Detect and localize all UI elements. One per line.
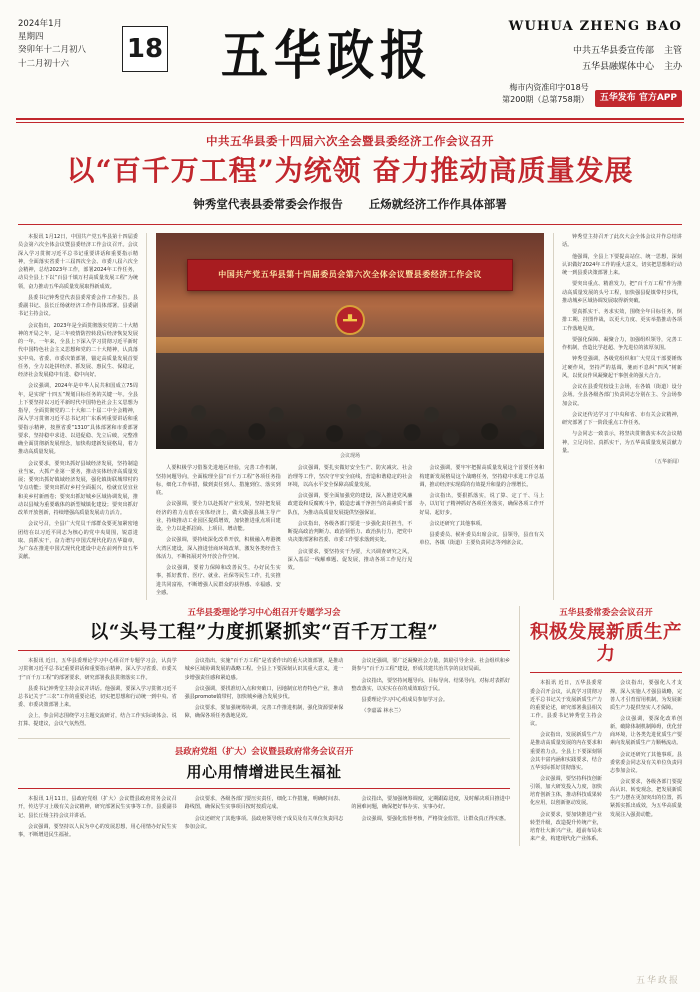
sub-col-2 [185,795,344,842]
lower-left-kicker: 五华县委理论学习中心组召开专题学习会 [187,608,341,619]
paragraph: 他强调，全县上下要提高站位、统一思想，深刻认识做好2024年工作的重大意义，切实把思想和行动统一到县委决策部署上来。 [562,253,682,277]
paragraph: 会议强调，要持续深化改革开放，积极融入粤港澳大湾区建设，深入推进营商环境改革，激发各类经营主体活力，不断拓展对外开放合作空间。 [156,537,281,560]
lower-left-divider [18,650,510,651]
center-subcolumn-3 [419,464,544,600]
paragraph: 要突出重点、精准发力，把“百千万工程”作为推动高质量发展的头号工程，加快强县促镇带村步伐，推动城乡区域协调发展取得新突破。 [562,281,682,304]
paragraph: 会议要求，各级各部门要压实责任，细化工作措施，明确时间表、路线图，确保民生实事项目按时按质完成。 [184,796,344,811]
sub-kicker: 县政府党组（扩大）会议暨县政府常务会议召开 [174,747,354,758]
lower-right-divider [530,672,682,673]
paragraph: 本报讯 近日，五华县委理论学习中心组召开专题学习会，认真学习贯彻习近平总书记重要讲话和重要指示精神，深入学习省委、市委关于“百千万工程”的部署要求，研究部署我县贯彻落实工作。 [18,658,177,681]
paragraph: 会议强调，要着力保障和改善民生，办好民生实事，抓好教育、医疗、就业、社保等民生工作，扎实推进共同富裕，不断增强人民群众的获得感、幸福感、安全感。 [156,565,281,596]
lower-right-col-1 [530,679,602,846]
lead-headline: 以“百千万工程”为统领 奋力推动高质量发展 [66,154,634,187]
article-byline: （五华新闻） [651,459,682,466]
issue-number: 第200期（总第758期） [502,95,589,105]
paragraph: 会议指出，要加强统筹调度，定期跟踪进度，及时解决项目推进中的困难问题，确保把好事办实、实事办好。 [351,796,511,811]
lower-left-col-3 [351,657,510,731]
paragraph: 会议强调，要深化改革创新，破除体制机制障碍，优化营商环境，让各类先进优质生产要素向发展新质生产力顺畅流动。 [610,715,682,747]
paragraph: 本报讯 1月12日，中国共产党五华县第十四届委员会第六次全体会议暨县委经济工作会议召开。会议深入学习贯彻习近平总书记重要讲话和重要指示精神，全面落实省委十三届四次全会、市委八届六次全会精神，总结2023年工作，部署2024年工作任务，动员全县上下以“百县千镇万村高质量发展工程”为统领，奋力推动五华高质量发展取得新成效。 [18,234,138,290]
lower-left-col-1 [18,657,177,731]
paragraph: 会议号召，全县广大党员干部群众要更加紧密地团结在以习近平同志为核心的党中央周围，锐意进取、真抓实干，奋力谱写中国式现代化的五华篇章，为广东在推进中国式现代化建设中走在前列作出五华贡献。 [18,521,138,561]
paragraph: 钟秀堂主持召开了此次大会全体会议并作总结讲话。 [562,234,682,249]
paragraph: 会议在县委党校设主会场，在各镇（街道）设分会场。全县各级各部门负责同志分别在主、分会场参加会议。 [562,384,682,407]
lower-left-article [18,606,520,846]
date-line-4: 十二月初十六 [18,58,70,69]
paragraph: 钟秀堂强调，各级党组织和广大党员干部要锤炼过硬作风，坚持严的基调，驰而不息纠“四风”树新风，以优良作风凝聚起干事创业的强大合力。 [562,356,682,379]
date-line-1: 2024年1月 [18,19,63,29]
sub-columns [18,795,510,842]
paragraph: 要强化保障、凝聚合力，加强组织领导，完善工作机制，营造比学赶超、争先进位的浓厚氛围。 [562,336,682,352]
org-name: 中共五华县委宣传部 [572,46,654,57]
paragraph: 会议还强调，要广泛凝聚社会力量，鼓励引导企业、社会组织和乡贤参与“百千万工程”建设，形成共建共治共享的良好局面。 [351,658,511,673]
org-row [573,44,682,59]
masthead-center [168,14,486,85]
paragraph: 会议还研究了其他事项。县政府领导班子成员及有关单位负责同志参加会议。 [184,815,344,830]
license-number: 梅市内资准印字018号 [509,82,589,92]
paragraph: 会议指出，2023年是全面贯彻落实党的二十大精神的开局之年，是三年疫情防控转段后经济恢复发展的一年。一年来，全县上下深入学习贯彻习近平新时代中国特色社会主义思想和党的二十大精神，认真落实中央、省委、市委决策部署，锚定高质量发展首要任务，全力以赴拼经济、抓发展、惠民生、保稳定，经济社会发展稳中有进、稳中向好。 [18,322,138,379]
paragraph: 本报讯 1月11日，县政府党组（扩大）会议暨县政府常务会议召开，传达学习上级有关会议精神，研究部署民生实事等工作。县委副书记、县长丘炀主持会议并讲话。 [18,796,177,819]
masthead-right [486,14,682,107]
paragraph: 会议强调，要扎实做好安全生产、防灾减灾、社会治理等工作，坚决守牢安全底线，营造和谐稳定的社会环境，以高水平安全保障高质量发展。 [287,465,413,488]
paragraph: 会议指出，各级各部门要进一步强化责任担当，不断提高政治判断力、政治领悟力、政治执行力，把党中央决策部署和省委、市委工作要求落到实处。 [287,520,413,544]
lead-headline-block [0,123,700,216]
paragraph: 会议指出，要狠抓落实，说了算、定了干、马上办，以钉钉子精神抓好各项任务落实，确保各项工作开好局、起好步。 [419,493,545,516]
paragraph: 会议强调，要坚持科技创新引领，加大研发投入力度，加快培育创新主体，推动科技成果转化应用，以创新驱动发展。 [530,775,602,807]
lead-kicker: 中共五华县委十四届六次全会暨县委经济工作会议召开 [206,134,494,148]
paragraph: 县委书记钟秀堂主持会议并讲话。他强调，要深入学习贯彻习近平总书记关于“三农”工作的重要论述，切实把思想和行动统一到中央、省委、市委决策部署上来。 [18,685,177,708]
lower-right-col-2 [610,679,682,846]
sub-col-1 [18,795,177,842]
main-center-column [156,233,544,600]
lower-right-kicker: 五华县委常委会会议召开 [559,608,653,619]
lower-left-subarticle [18,738,510,842]
paragraph: 要真抓实干、务求实效，围绕全年目标任务，倒排工期、挂图作战，以更大力度、更实举措推动各项工作落地见效。 [562,309,682,332]
date-line-3: 癸卯年十二月初八 [18,45,87,56]
sub-divider [18,788,510,789]
lower-right-headline: 积极发展新质生产力 [530,622,683,666]
lead-subhead-left: 钟秀堂代表县委常委会作报告 [193,197,343,212]
paragraph: 会议强调，要找准切入点和突破口，因地制宜培育特色产业，推动强县promote镇带村，加快城乡融合发展步伐。 [184,685,344,700]
main-article [0,225,700,600]
paragraph: 会议指出，要坚持问题导向、目标导向、结果导向，对标对表抓好整改落实，以实实在在的成效取信于民。 [351,677,511,692]
org-role: 主管 [663,46,682,57]
masthead [0,0,700,118]
paragraph: 会议要求，要坚持实干为要，大兴调查研究之风，深入基层一线解难题、促发展，推动各项工作见行见效。 [287,548,413,572]
paper-title: 五华政报 [221,25,433,87]
masthead-license-block [502,82,589,108]
lead-subhead-right: 丘炀就经济工作作具体部署 [368,197,507,212]
paragraph: 会议强调，要全面加强党的建设，深入推进党风廉政建设和反腐败斗争，锻造忠诚干净担当的高素质干部队伍，为推动高质量发展提供坚强保证。 [287,493,413,516]
main-left-column [18,233,147,600]
day-number: 18 [122,26,168,72]
lower-right-columns [530,679,682,846]
paragraph: 会议还研究了其他事项。县委常委会同志及有关单位负责同志参加会议。 [610,751,682,774]
date-line-2: 星期四 [18,32,44,43]
app-badge[interactable]: 五华发布 官方APP [595,90,682,107]
paragraph: 县委理论学习中心组成员参加学习会。 [361,696,448,703]
lower-left-columns [18,657,510,731]
paragraph: 会上，参会同志围绕学习主题交流研讨，结合工作实际谈体会、说打算、提建议，会议气氛热烈。 [18,713,177,728]
masthead-date [18,14,116,71]
paragraph: 会议强调，要牢牢把握高质量发展这个首要任务和构建新发展格局这个战略任务，坚持稳中求进工作总基调，推动经济实现质的有效提升和量的合理增长。 [419,465,545,488]
org-row [582,60,682,75]
paragraph: 会议指出，发展新质生产力是推动高质量发展的内在要求和重要着力点。全县上下要深刻领会其丰富内涵和实践要求，结合五华实际抓好贯彻落实。 [530,732,602,771]
paragraph: 会议要求，要突出抓好县域经济发展，坚持制造业当家，大抓产业第一要务，推动实体经济高质量发展；要突出抓好镇域经济发展，强化镇街联城带村的节点功能；要突出抓好乡村全面振兴，绘就宜居宜业和美乡村新画卷；要突出抓好城乡区域协调发展，推动以县城为重要载体的新型城镇化建设；要突出抓好改革开放创新，持续增强高质量发展动力活力。 [18,460,138,517]
byline: （李嘉霖 林水兰） [361,707,404,714]
lower-left-col-2 [185,657,344,731]
paragraph: 会议要求，各级各部门要提高认识、转变观念，把发展新质生产力摆在更加突出的位置，抓紧抓实抓出成效，为五华高质量发展注入强劲动能。 [610,778,682,818]
photo-stage-banner: 中国共产党五华县第十四届委员会第六次全体会议暨县委经济工作会议 [187,259,513,291]
sub-headline: 用心用情增进民生福祉 [186,763,342,782]
paragraph: 会议指出，要强化人才支撑，深入实施人才强县战略，完善人才引育留用机制，为发展新质生产力提供坚实人才保障。 [610,680,682,711]
masthead-divider-thick [16,118,684,120]
paragraph: 会议强调，2024年是中华人民共和国成立75周年，是实现“十四五”规划目标任务的关键一年。全县上下要坚持以习近平新时代中国特色社会主义思想为指导，全面贯彻党的二十大和二十届二中全会精神，深入学习贯彻习近平总书记对广东系列重要讲话和重要指示精神，按照省委“1310”具体部署和市委部署要求，坚持稳中求进、以进促稳、先立后破，完整准确全面贯彻新发展理念，加快构建新发展格局，着力推动高质量发展。 [18,383,138,456]
masthead-bottom [486,82,682,108]
conference-photo [156,233,544,449]
lead-subheads [18,196,682,212]
paragraph: 会议要求，要加快推进产业转型升级，改造提升传统产业，培育壮大新兴产业，超前布局未来产业，构建现代化产业体系。 [530,811,602,842]
paragraph: 会议还传达学习了中央和省、市有关会议精神，研究部署了下一阶段重点工作任务。 [562,411,682,427]
paragraph: 会议强调，要全力以赴抓好产业发展，坚持把发展经济的着力点放在实体经济上，做大做强县域主导产业，持续推动工业园区提质增效，加快推进重点项目建设，全力以赴抓招商、上项目、增动能。 [156,501,281,533]
photo-audience [156,353,544,449]
party-emblem-icon [335,305,365,335]
paragraph: 会议还研究了其他事项。 [429,520,486,527]
center-subcolumn-1 [156,464,281,600]
lower-left-headline: 以“头号工程”力度抓紧抓实“百千万工程” [89,622,439,644]
lower-right-article [530,606,682,846]
paragraph: 县委书记钟秀堂代表县委常委会作工作报告。县委副书记、县长丘炀就经济工作作具体部署。县委副书记主持会议。 [18,294,138,318]
paragraph: 会议要求，要加强统筹协调，完善工作推进机制，强化资源要素保障，确保各项任务落地见效。 [184,704,344,720]
org-role: 主办 [663,62,682,73]
paragraph: 会议指出，实施“百千万工程”是省委作出的重大决策部署，是推动城乡区域协调发展的战略工程。全县上下要深刻认识其重大意义，进一步增强责任感和紧迫感。 [184,658,344,681]
paragraph: 人要积极学习借鉴先进地区经验，完善工作机制，坚持问题导向，全面梳理全县“百千万工程”各项任务指标，细化工作举措，做到责任到人、措施到位、落实到底。 [156,465,281,497]
main-center-text [156,464,544,600]
photo-caption: 会议现场 [339,453,360,460]
paragraph: 与会同志一致表示，将坚决贯彻落实本次会议精神，立足岗位、真抓实干，为五华高质量发展贡献力量。 [562,431,682,454]
org-name: 五华县融媒体中心 [581,62,654,73]
main-right-column [553,233,682,600]
center-subcolumn-2 [288,464,413,600]
sub-col-3 [351,795,510,842]
paragraph: 会议强调，要强化监督考核，严格资金监管，让群众真正得实惠。 [361,815,510,822]
lower-section [0,600,700,846]
paragraph: 会议强调，要坚持以人民为中心的发展思想，用心用情办好民生实事，不断增进民生福祉。 [18,823,177,838]
paper-title-pinyin: WUHUA ZHENG BAO [508,19,682,34]
masthead-left [18,14,168,72]
page-watermark: 五华政报 [635,976,680,986]
masthead-org-rows [486,44,682,76]
paragraph: 本报讯 近日，五华县委常委会召开会议，认真学习贯彻习近平总书记关于发展新质生产力的重要论述，研究部署我县相关工作。县委书记钟秀堂主持会议。 [530,680,602,728]
paragraph: 县委委员、候补委员出席会议。县领导，县直有关单位、各镇（街道）主要负责同志等列席会议。 [419,532,545,547]
